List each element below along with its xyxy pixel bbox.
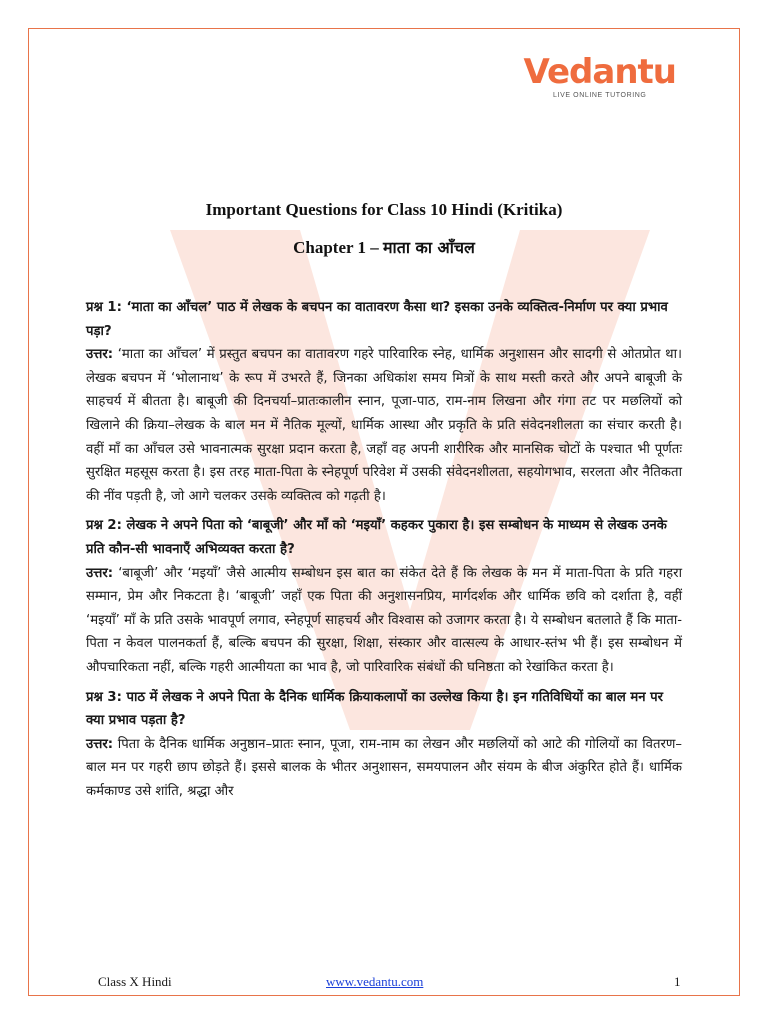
answer-text: ‘माता का आँचल’ में प्रस्तुत बचपन का वातावरण गहरे पारिवारिक स्नेह, धार्मिक अनुशासन और सादगी से ओतप्रोत था। लेखक बचपन में ‘भोलानाथ’ के रूप में उभरते हैं, जिनका अधिकांश समय मित्रों के साथ मस्ती करते और अपने बाबूजी के साहचर्य में बीतता है। बाबूजी की दिनचर्या–प्रातःकालीन स्नान, पूजा-पाठ, राम-नाम लिखना और गंगा तट पर मछलियों को खिलाने की क्रिया–लेखक के बाल मन में नैतिक मूल्यों, धार्मिक आस्था और प्रकृति के प्रति संवेदनशीलता का संचार करती है। वहीं माँ का आँचल उसे भावनात्मक सुरक्षा प्रदान करता है, जहाँ वह अपनी शारीरिक और मानसिक चोटों के पश्चात भी पूर्णतः सुरक्षित महसूस करता है। इस तरह माता-पिता के स्नेहपूर्ण परिवेश में उसकी संवेदनशीलता, सहयोगभाव, सरलता और नैतिकता की नींव पड़ती है, जो आगे चलकर उसके व्यक्तित्व को गढ़ती है।: [86, 347, 682, 504]
brand-tagline: LIVE ONLINE TUTORING: [553, 92, 647, 99]
brand-name: Vedantu: [523, 52, 676, 92]
question-2: प्रश्न 2: लेखक ने अपने पिता को ‘बाबूजी’ और माँ को ‘मइयाँ’ कहकर पुकारा है। इस सम्बोधन के माध्यम से लेखक उनके प्रति कौन-सी भावनाएँ अभिव्यक्त करता है?: [86, 518, 667, 557]
vedantu-logo[interactable]: [524, 52, 676, 99]
page-number: 1: [674, 974, 681, 989]
answer-text: ‘बाबूजी’ और ‘मइयाँ’ जैसे आत्मीय सम्बोधन इस बात का संकेत देते हैं कि लेखक के मन में माता-पिता के प्रति गहरा सम्मान, प्रेम और निकटता है। ‘बाबूजी’ जहाँ एक पिता की अनुशासनप्रिय, मार्गदर्शक और धार्मिक छवि को दर्शाता है, वहीं ‘मइयाँ’ माँ के प्रति उसके भावपूर्ण लगाव, स्नेहपूर्ण साहचर्य और विश्वास को उजागर करता है। ये सम्बोधन बतलाते हैं कि माता-पिता न केवल पालनकर्ता हैं, बल्कि बचपन की सुरक्षा, शिक्षा, संस्कार और वात्सल्य के आधार-स्तंभ भी हैं। इस सम्बोधन में औपचारिकता नहीं, बल्कि गहरी आत्मीयता का भाव है, जो पारिवारिक संबंधों की घनिष्ठता को रेखांकित करता है।: [86, 565, 682, 675]
chapter-prefix: Chapter 1 –: [293, 238, 379, 257]
answer-3: [86, 733, 682, 804]
answer-1: [86, 343, 682, 508]
chapter-heading: [0, 236, 768, 258]
question-1: प्रश्न 1: ‘माता का आँचल’ पाठ में लेखक के बचपन का वातावरण कैसा था? इसका उनके व्यक्तित्व-निर्माण पर क्या प्रभाव पड़ा?: [86, 300, 668, 339]
answer-label: उत्तर:: [86, 347, 114, 363]
question-3: प्रश्न 3: पाठ में लेखक ने अपने पिता के दैनिक धार्मिक क्रियाकलापों का उल्लेख किया है। इन गतिविधियों का बाल मन पर क्या प्रभाव पड़ता है?: [86, 689, 664, 729]
page-footer: [0, 974, 768, 994]
answer-text: पिता के दैनिक धार्मिक अनुष्ठान–प्रातः स्नान, पूजा, राम-नाम का लेखन और मछलियों को आटे की गोलियों का वितरण–बाल मन पर गहरी छाप छोड़ते हैं। इससे बालक के भीतर अनुशासन, समयपालन और संयम के बीज अंकुरित होते हैं। धार्मिक कर्मकाण्ड उसे शांति, श्रद्धा और: [86, 736, 682, 799]
qa-content: [86, 296, 682, 809]
page-title: Important Questions for Class 10 Hindi (Kritika): [205, 200, 563, 219]
footer-class-label: Class X Hindi: [98, 974, 172, 989]
footer-website-link[interactable]: www.vedantu.com: [326, 974, 424, 989]
chapter-name: माता का आँचल: [382, 238, 475, 257]
answer-label: उत्तर:: [86, 736, 114, 752]
answer-2: [86, 562, 682, 680]
answer-label: उत्तर:: [86, 565, 114, 581]
